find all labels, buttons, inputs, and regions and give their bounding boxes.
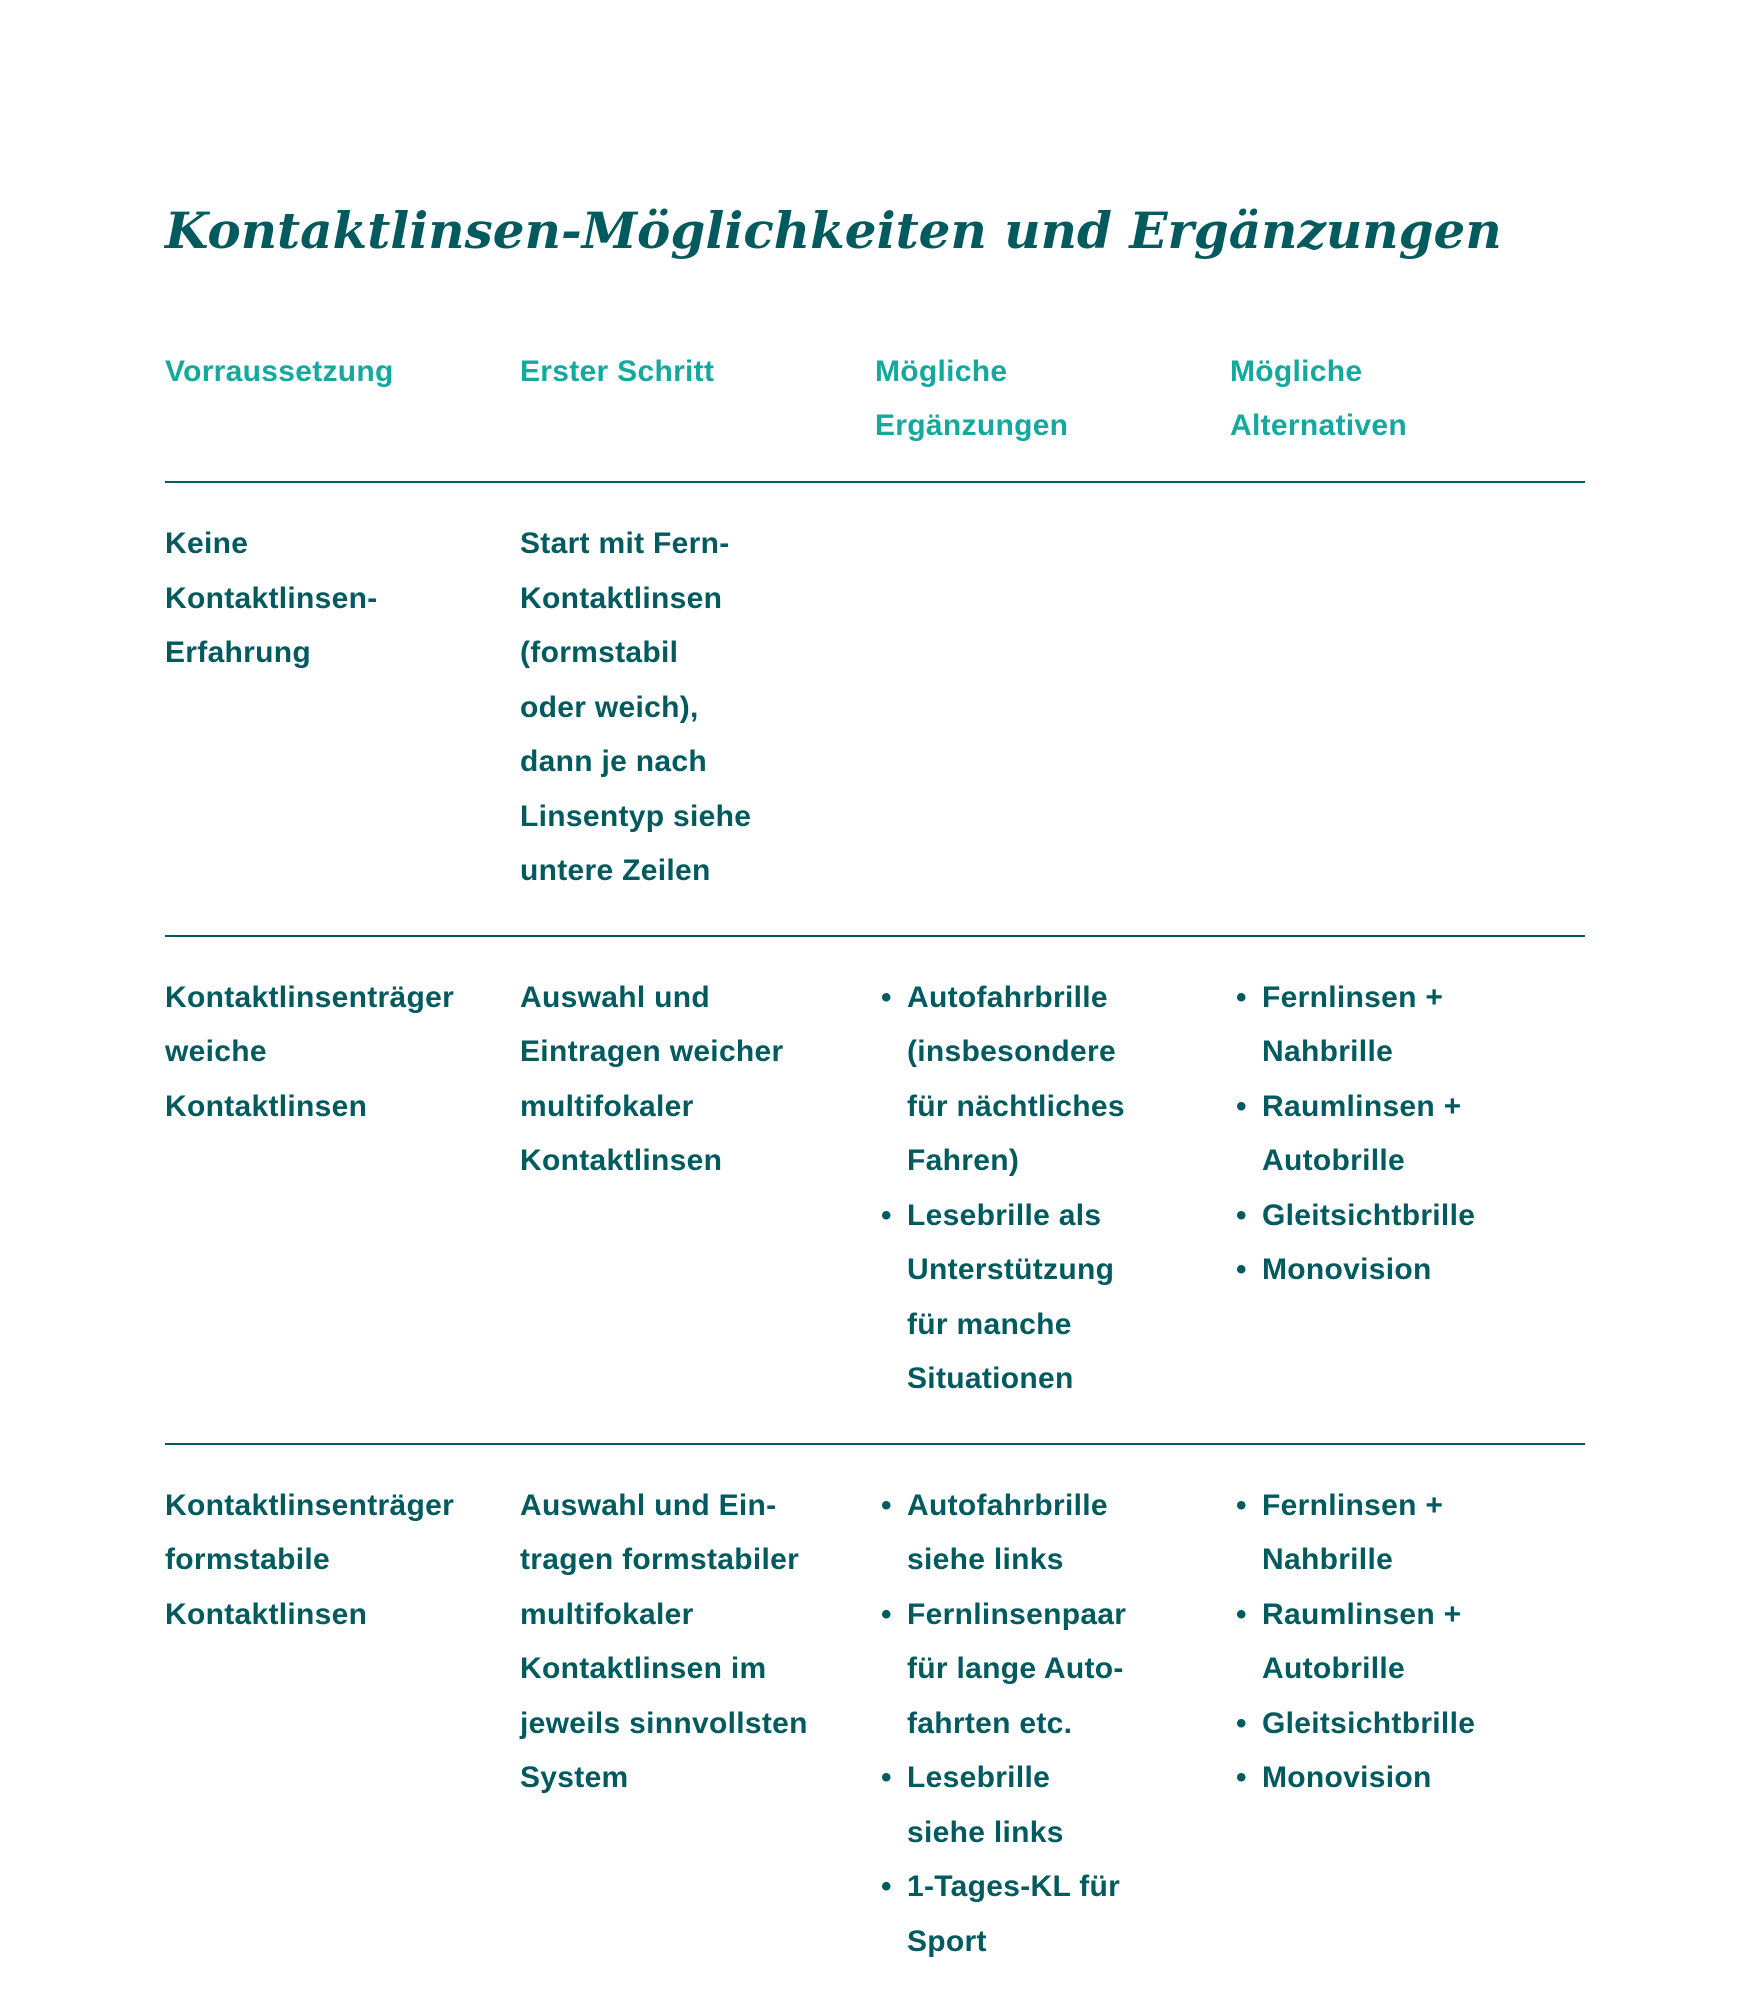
bullet-icon: • <box>1236 1080 1247 1135</box>
header-moegliche-ergaenzungen: Mögliche Ergänzungen <box>875 345 1230 481</box>
list-item-text: Autofahrbrille siehe links <box>907 1489 1108 1577</box>
table-header-row <box>165 345 1585 481</box>
list-item <box>1230 971 1585 1080</box>
bullet-icon: • <box>881 1860 892 1915</box>
list-item-text: 1-Tages-KL für Sport <box>907 1870 1120 1958</box>
table-row <box>165 937 1585 1443</box>
alternativen-list <box>1230 1479 1585 1806</box>
header-moegliche-alternativen: Mögliche Alternativen <box>1230 345 1585 481</box>
list-item-text: Raumlinsen + Autobrille <box>1262 1598 1462 1686</box>
cell-vorraussetzung: Kontaktlinsenträger formstabile Kontaktlinsen <box>165 1445 520 2005</box>
list-item <box>1230 1697 1585 1752</box>
options-table <box>165 345 1585 2005</box>
ergaenzungen-list <box>875 971 1230 1407</box>
list-item-text: Gleitsichtbrille <box>1262 1199 1475 1232</box>
table-body <box>165 483 1585 2005</box>
cell-vorraussetzung: Keine Kontaktlinsen- Erfahrung <box>165 483 520 935</box>
list-item <box>1230 1479 1585 1588</box>
list-item-text: Lesebrille als Unterstützung für manche Situationen <box>907 1199 1114 1396</box>
cell-alternativen <box>1230 1445 1585 2005</box>
list-item-text: Fernlinsenpaar für lange Auto- fahrten etc. <box>907 1598 1126 1740</box>
bullet-icon: • <box>1236 1588 1247 1643</box>
bullet-icon: • <box>1236 1751 1247 1806</box>
bullet-icon: • <box>881 971 892 1026</box>
bullet-icon: • <box>1236 1697 1247 1752</box>
header-vorraussetzung: Vorraussetzung <box>165 345 520 481</box>
bullet-icon: • <box>881 1479 892 1534</box>
list-item-text: Fernlinsen + Nahbrille <box>1262 981 1443 1069</box>
list-item <box>1230 1189 1585 1244</box>
ergaenzungen-list <box>875 1479 1230 1970</box>
list-item-text: Fernlinsen + Nahbrille <box>1262 1489 1443 1577</box>
list-item <box>1230 1080 1585 1189</box>
header-erster-schritt: Erster Schritt <box>520 345 875 481</box>
page-title: Kontaktlinsen-Möglichkeiten und Ergänzungen <box>165 196 1502 266</box>
bullet-icon: • <box>881 1751 892 1806</box>
alternativen-list <box>1230 971 1585 1298</box>
cell-erster-schritt: Start mit Fern- Kontaktlinsen (formstabil oder weich), dann je nach Linsentyp siehe untere Zeilen <box>520 483 875 935</box>
list-item-text: Monovision <box>1262 1253 1432 1286</box>
cell-alternativen <box>1230 483 1585 935</box>
list-item <box>875 1751 1230 1860</box>
list-item-text: Gleitsichtbrille <box>1262 1707 1475 1740</box>
list-item <box>875 971 1230 1189</box>
bullet-icon: • <box>1236 971 1247 1026</box>
list-item-text: Autofahrbrille (insbesondere für nächtliches Fahren) <box>907 981 1125 1178</box>
table-row <box>165 1445 1585 2005</box>
list-item-text: Monovision <box>1262 1761 1432 1794</box>
bullet-icon: • <box>1236 1243 1247 1298</box>
cell-alternativen <box>1230 937 1585 1443</box>
bullet-icon: • <box>881 1588 892 1643</box>
list-item <box>1230 1588 1585 1697</box>
cell-ergaenzungen <box>875 937 1230 1443</box>
cell-erster-schritt: Auswahl und Ein- tragen formstabiler multifokaler Kontaktlinsen im jeweils sinnvollsten System <box>520 1445 875 2005</box>
bullet-icon: • <box>1236 1189 1247 1244</box>
list-item <box>1230 1751 1585 1806</box>
cell-vorraussetzung: Kontaktlinsenträger weiche Kontaktlinsen <box>165 937 520 1443</box>
list-item <box>1230 1243 1585 1298</box>
cell-ergaenzungen <box>875 1445 1230 2005</box>
list-item <box>875 1189 1230 1407</box>
bullet-icon: • <box>1236 1479 1247 1534</box>
table-row <box>165 483 1585 935</box>
cell-ergaenzungen <box>875 483 1230 935</box>
cell-erster-schritt: Auswahl und Eintragen weicher multifokaler Kontaktlinsen <box>520 937 875 1443</box>
list-item <box>875 1588 1230 1752</box>
list-item-text: Lesebrille siehe links <box>907 1761 1064 1849</box>
list-item <box>875 1860 1230 1969</box>
bullet-icon: • <box>881 1189 892 1244</box>
list-item <box>875 1479 1230 1588</box>
list-item-text: Raumlinsen + Autobrille <box>1262 1090 1462 1178</box>
